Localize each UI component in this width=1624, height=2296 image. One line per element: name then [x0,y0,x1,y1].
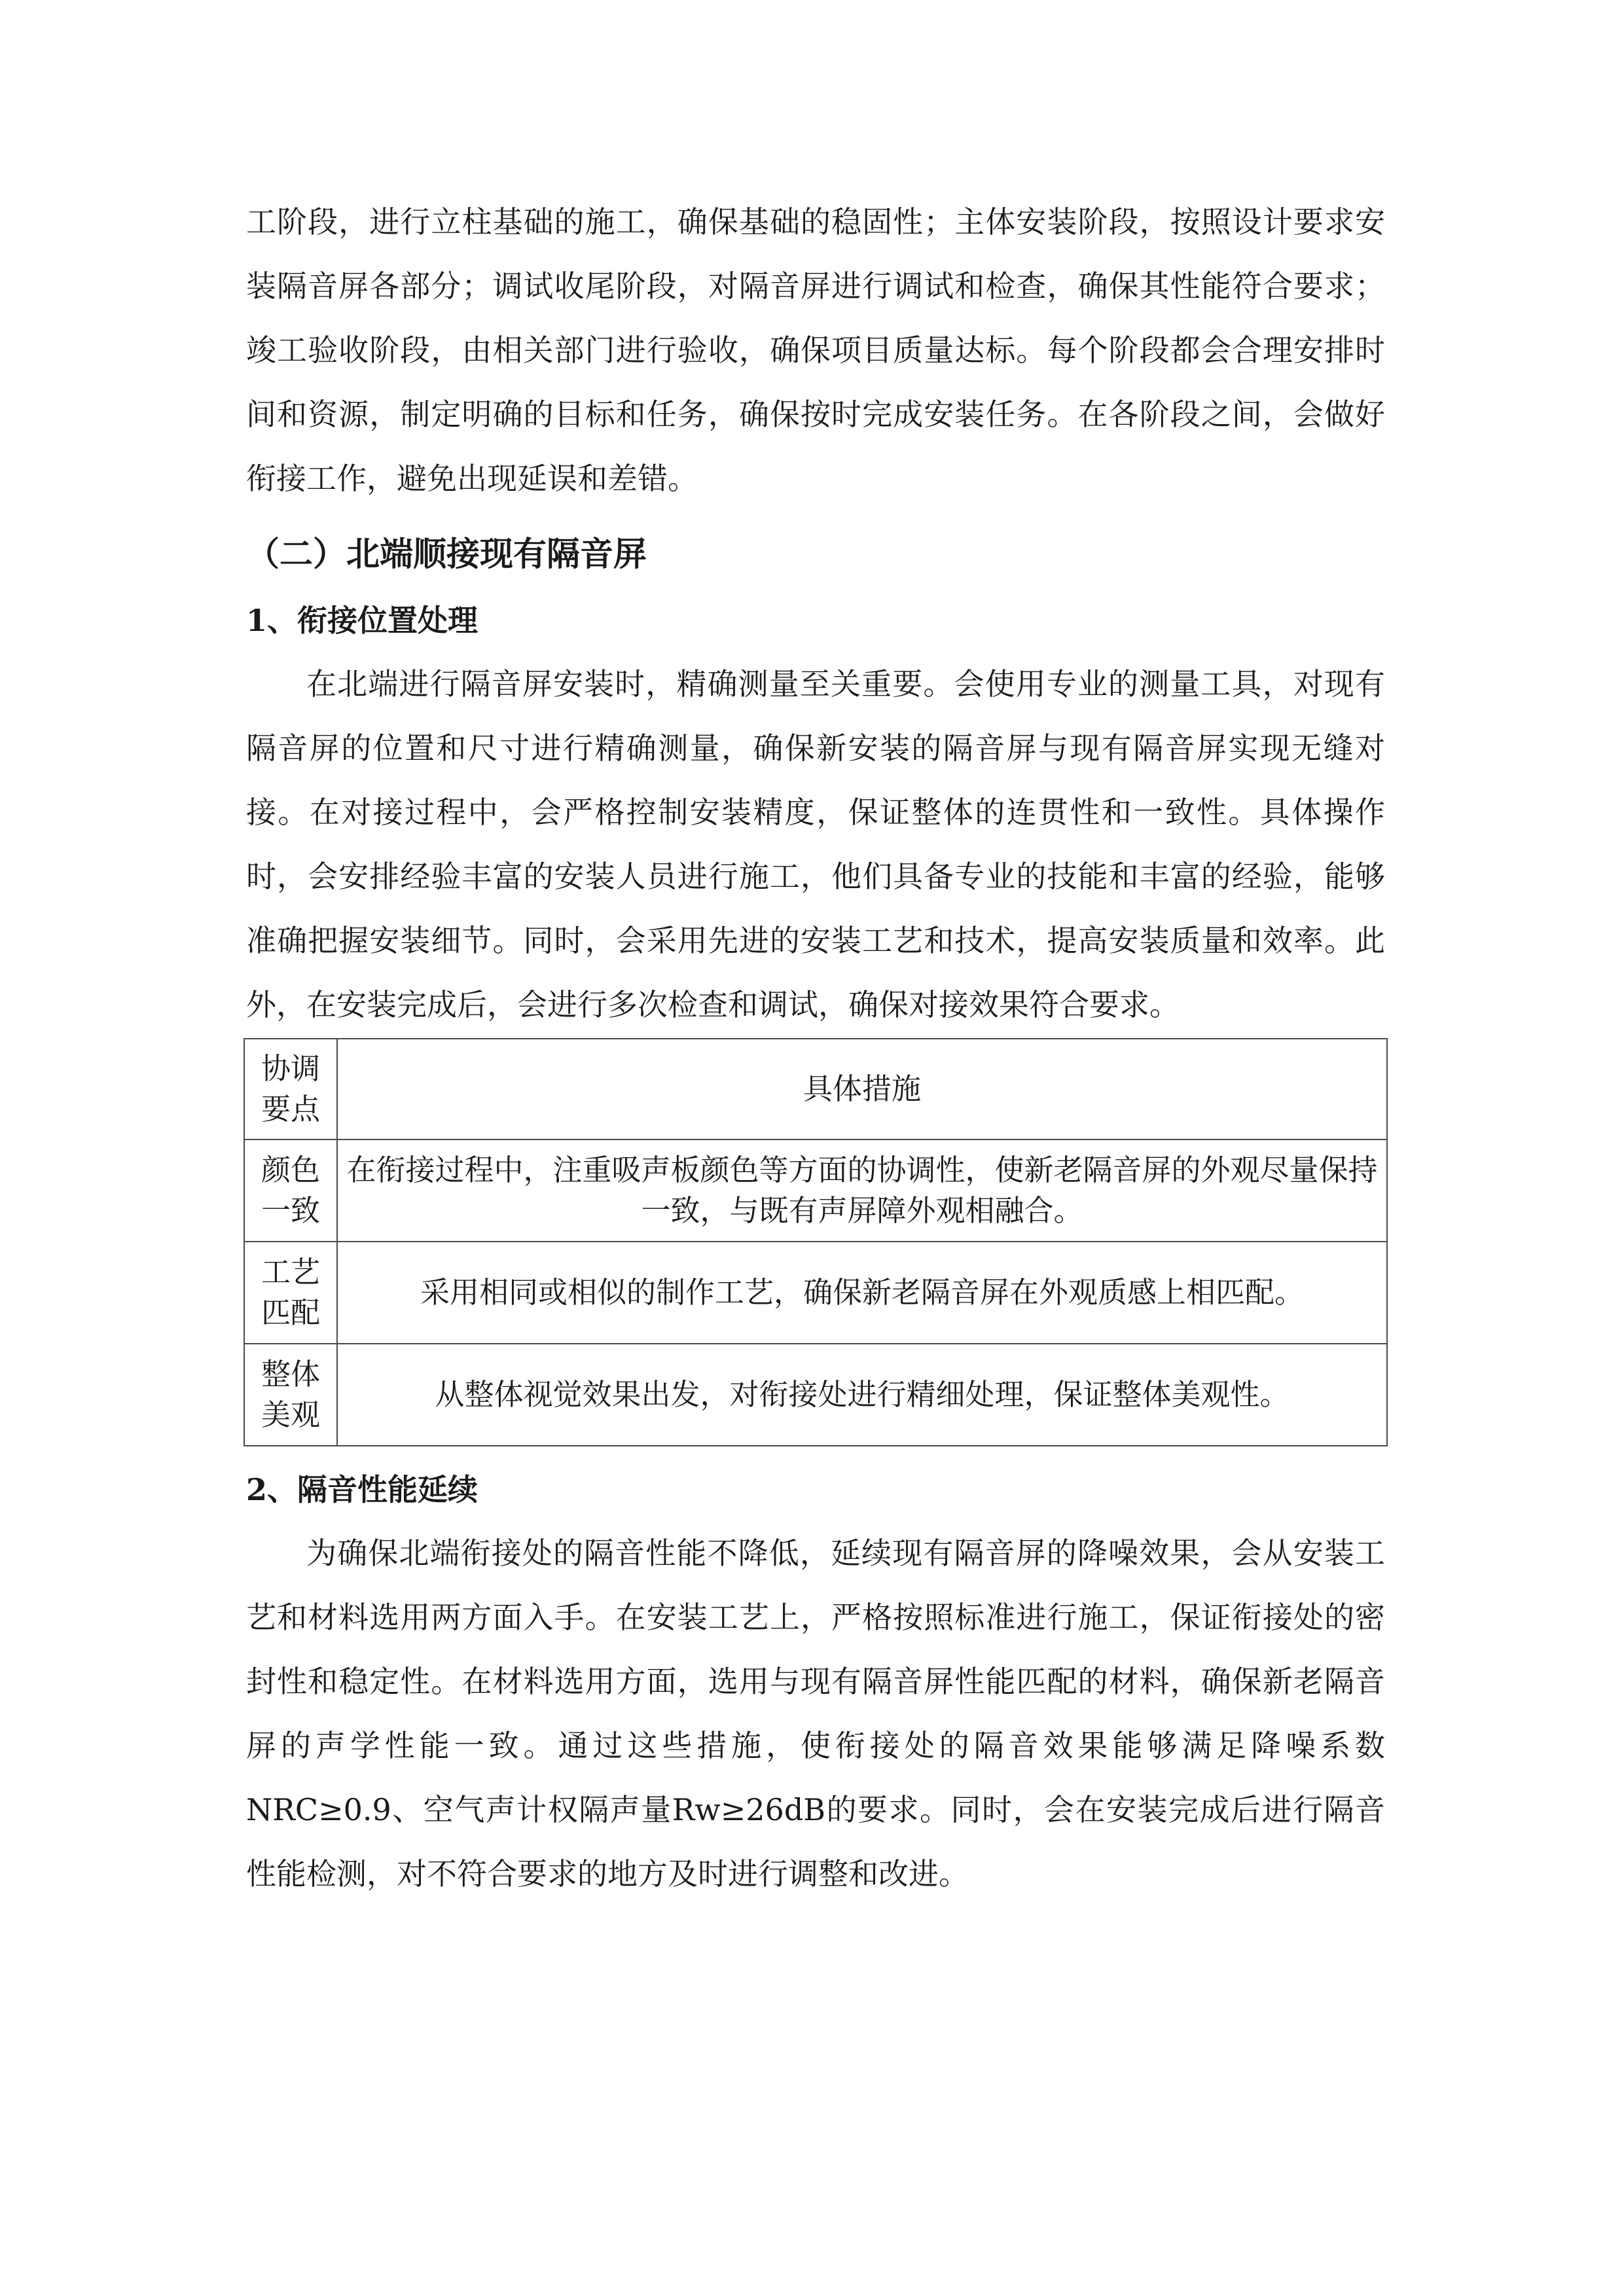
row-point-label: 工艺匹配 [261,1255,320,1330]
table-header-row [244,1039,1387,1139]
intro-paragraph: 工阶段，进行立柱基础的施工，确保基础的稳固性；主体安装阶段，按照设计要求安装隔音屏各部分；调试收尾阶段，对隔音屏进行调试和检查，确保其性能符合要求；竣工验收阶段，由相关部门进行验收，确保项目质量达标。每个阶段都会合理安排时间和资源，制定明确的目标和任务，确保按时完成安装任务。在各阶段之间，会做好衔接工作，避免出现延误和差错。 [246,204,1385,496]
subsection-2-heading: 2、隔音性能延续 [246,1472,478,1507]
row-point-label: 整体美观 [261,1357,320,1432]
table-header-point: 协调要点 [261,1051,320,1126]
row-point-label: 颜色一致 [261,1153,320,1228]
subsection-1-paragraph: 在北端进行隔音屏安装时，精确测量至关重要。会使用专业的测量工具，对现有隔音屏的位置和尺寸进行精确测量，确保新安装的隔音屏与现有隔音屏实现无缝对接。在对接过程中，会严格控制安装精度，保证整体的连贯性和一致性。具体操作时，会安排经验丰富的安装人员进行施工，他们具备专业的技能和丰富的经验，能够准确把握安装细节。同时，会采用先进的安装工艺和技术，提高安装质量和效率。此外，在安装完成后，会进行多次检查和调试，确保对接效果符合要求。 [246,666,1385,1022]
section-heading: （二）北端顺接现有隔音屏 [246,535,647,574]
table-header-cell-point [244,1039,337,1139]
table-cell-measure: 采用相同或相似的制作工艺，确保新老隔音屏在外观质感上相匹配。 [337,1242,1387,1344]
table-header-cell-measure: 具体措施 [337,1039,1387,1139]
coordination-table [244,1038,1388,1446]
table-row [244,1242,1387,1344]
subsection-2-paragraph: 为确保北端衔接处的隔音性能不降低，延续现有隔音屏的降噪效果，会从安装工艺和材料选用两方面入手。在安装工艺上，严格按照标准进行施工，保证衔接处的密封性和稳定性。在材料选用方面，选用与现有隔音屏性能匹配的材料，确保新老隔音屏的声学性能一致。通过这些措施，使衔接处的隔音效果能够满足降噪系数NRC≥0.9、空气声计权隔声量Rw≥26dB的要求。同时，会在安装完成后进行隔音性能检测，对不符合要求的地方及时进行调整和改进。 [246,1535,1385,1892]
table-cell-point [244,1139,337,1242]
document-page [246,190,1385,1906]
table-cell-measure: 在衔接过程中，注重吸声板颜色等方面的协调性，使新老隔音屏的外观尽量保持一致，与既有声屏障外观相融合。 [337,1139,1387,1242]
table-row [244,1139,1387,1242]
table-cell-point [244,1344,337,1446]
table-cell-point [244,1242,337,1344]
table-cell-measure: 从整体视觉效果出发，对衔接处进行精细处理，保证整体美观性。 [337,1344,1387,1446]
subsection-1-heading: 1、衔接位置处理 [246,603,478,638]
table-row [244,1344,1387,1446]
